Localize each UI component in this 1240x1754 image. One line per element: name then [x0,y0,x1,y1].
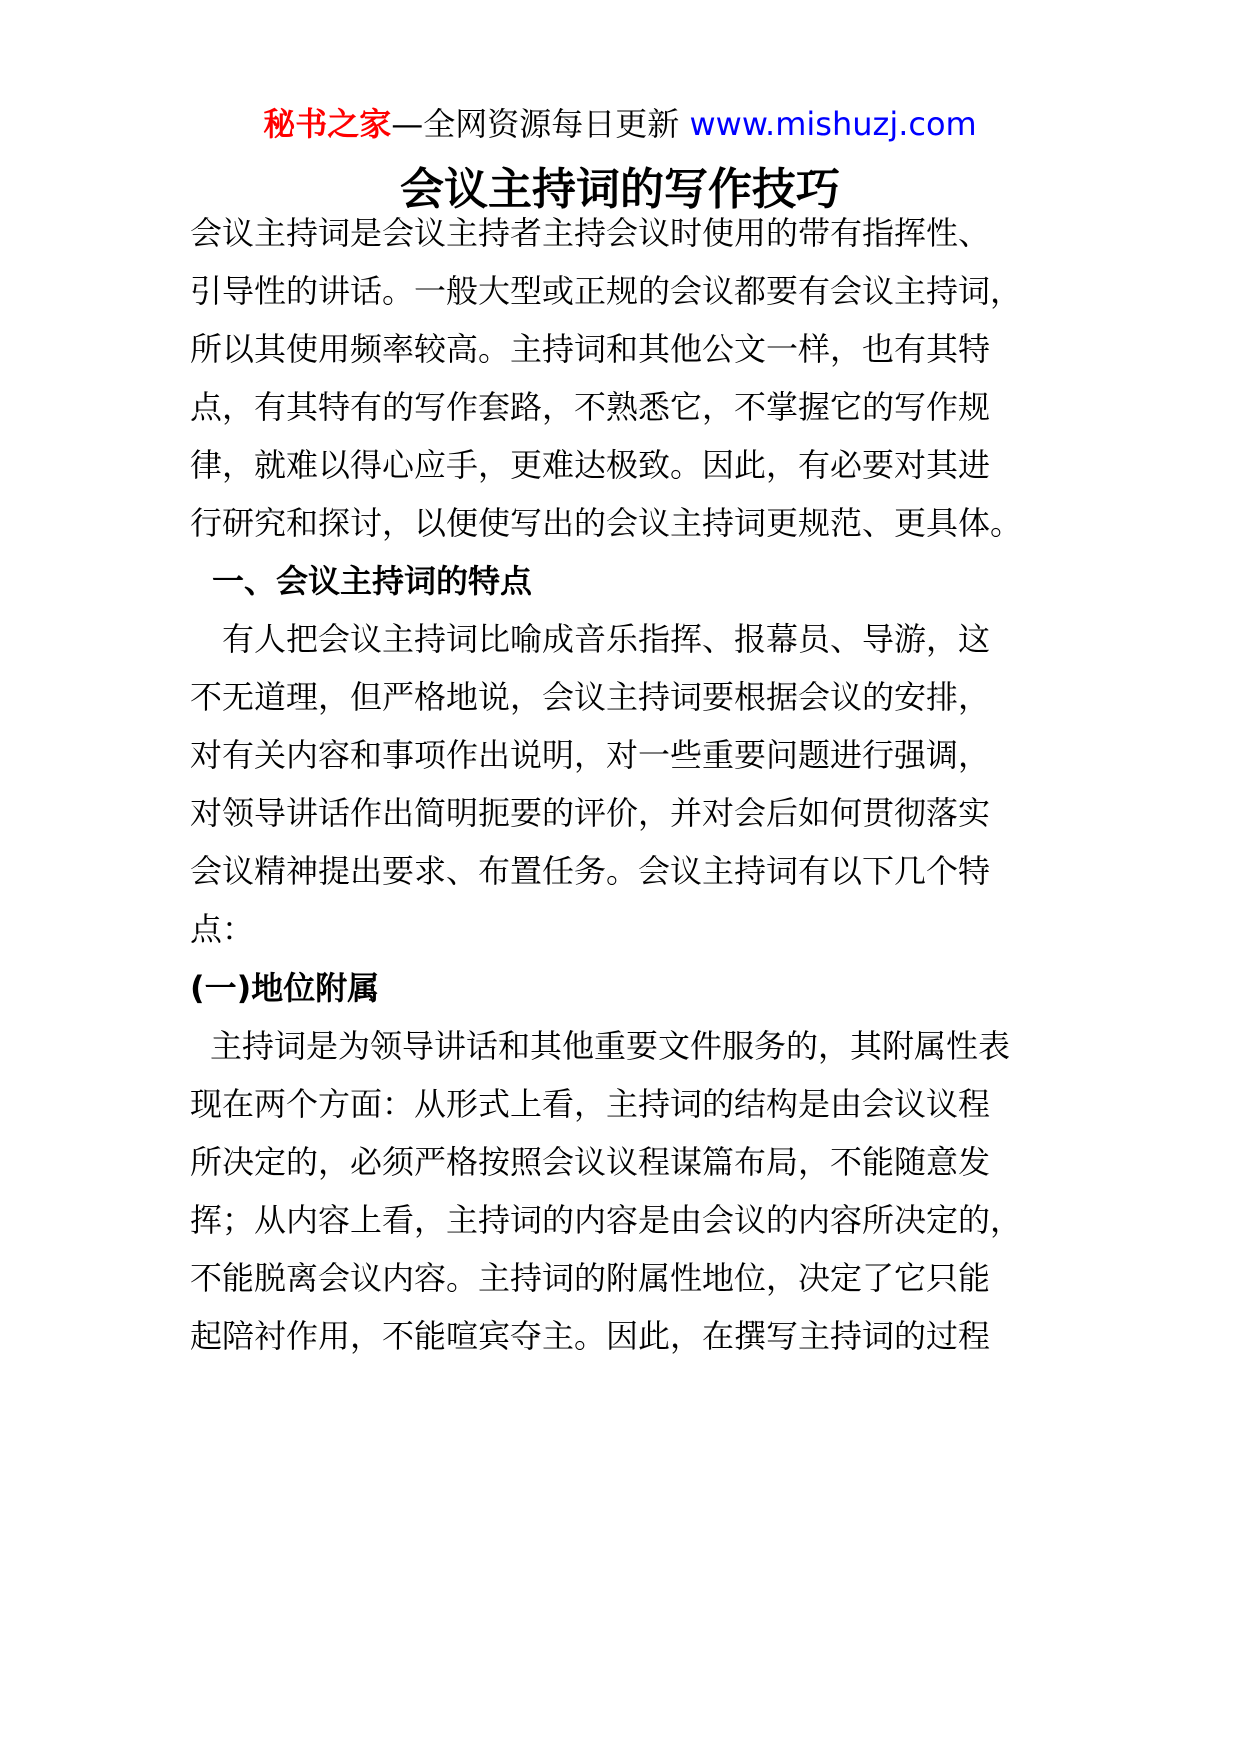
paragraph-line: 起陪衬作用，不能喧宾夺主。因此，在撰写主持词的过程 [190,1317,991,1355]
intro-line: 点，有其特有的写作套路，不熟悉它，不掌握它的写作规 [190,388,991,426]
paragraph-line: 现在两个方面：从形式上看，主持词的结构是由会议议程 [190,1085,991,1123]
site-header [0,102,1240,146]
paragraph-line: 会议精神提出要求、布置任务。会议主持词有以下几个特 [190,852,991,890]
paragraph-line: 点： [190,910,255,948]
paragraph-line: 有人把会议主持词比喻成音乐指挥、报幕员、导游，这 [222,620,991,658]
intro-line: 律，就难以得心应手，更难达极致。因此，有必要对其进 [190,446,991,484]
paragraph-line: 不能脱离会议内容。主持词的附属性地位，决定了它只能 [190,1259,991,1297]
site-brand: 秘书之家 [263,105,392,143]
paragraph-line: 对领导讲话作出简明扼要的评价，并对会后如何贯彻落实 [190,794,991,832]
intro-line: 行研究和探讨，以便使写出的会议主持词更规范、更具体。 [190,504,1023,542]
paragraph-line: 挥；从内容上看，主持词的内容是由会议的内容所决定的， [190,1201,1023,1239]
site-url-link[interactable]: www.mishuzj.com [689,105,977,143]
intro-line: 引导性的讲话。一般大型或正规的会议都要有会议主持词， [190,272,1023,310]
section-heading: 一、会议主持词的特点 [212,562,533,600]
paragraph-line: 对有关内容和事项作出说明，对一些重要问题进行强调， [190,736,991,774]
intro-line: 所以其使用频率较高。主持词和其他公文一样，也有其特 [190,330,991,368]
paragraph-line: 不无道理，但严格地说，会议主持词要根据会议的安排， [190,678,991,716]
subsection-heading: (一)地位附属 [190,969,380,1007]
document-title: 会议主持词的写作技巧 [400,164,840,215]
paragraph-line: 所决定的，必须严格按照会议议程谋篇布局，不能随意发 [190,1143,991,1181]
intro-line: 会议主持词是会议主持者主持会议时使用的带有指挥性、 [190,214,991,252]
paragraph-line: 主持词是为领导讲话和其他重要文件服务的，其附属性表 [210,1027,1011,1065]
site-slogan: —全网资源每日更新 [391,105,690,143]
